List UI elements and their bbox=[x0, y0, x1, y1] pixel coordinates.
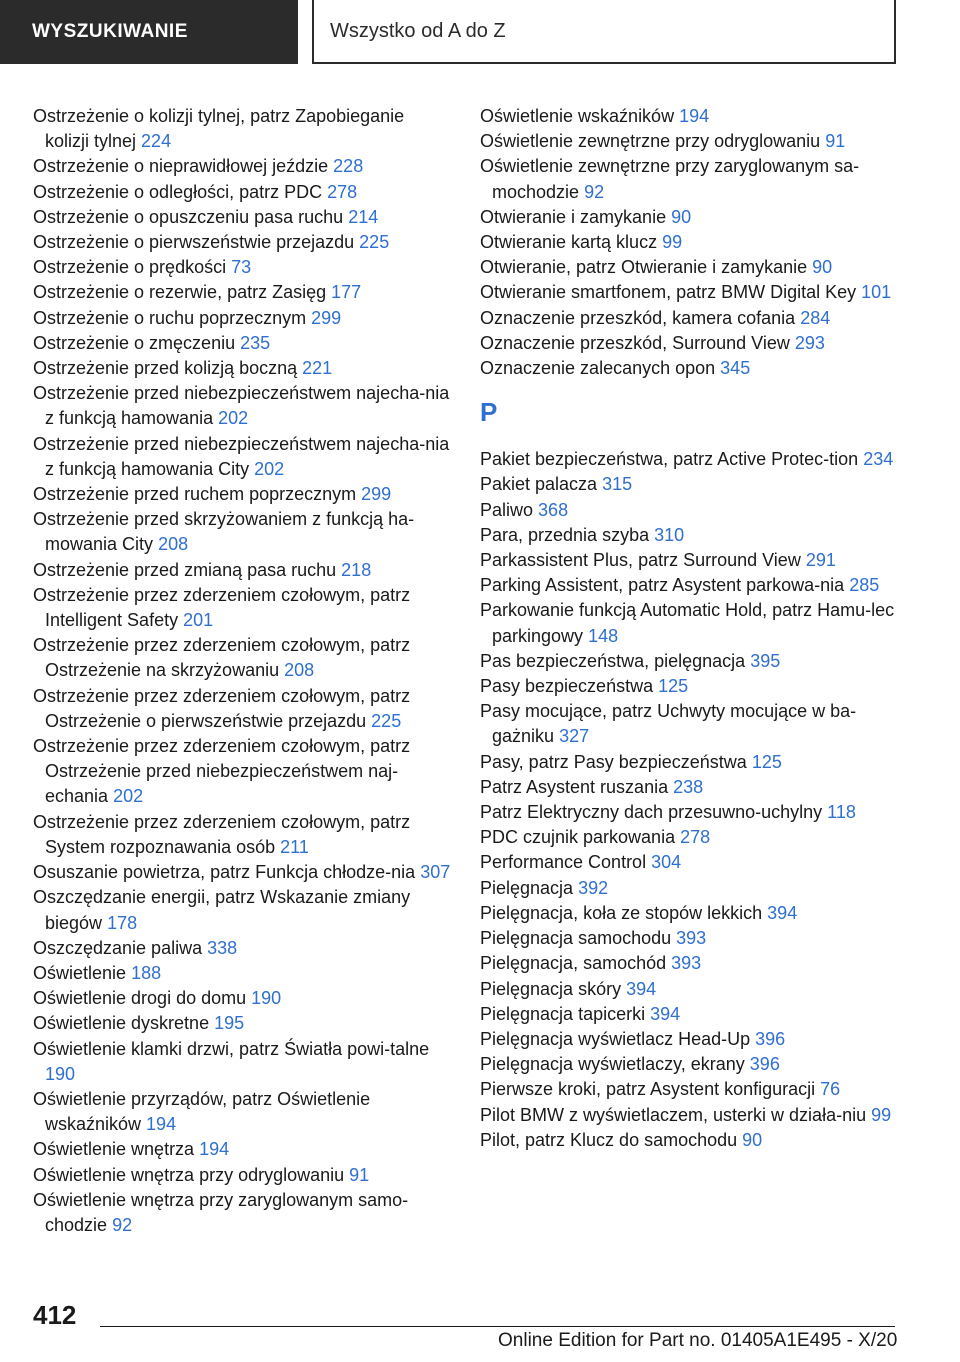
footer-divider bbox=[100, 1326, 895, 1327]
entry-page-link[interactable]: 225 bbox=[371, 710, 402, 731]
entry-term: Osuszanie powietrza, patrz Funkcja chłodze-nia bbox=[33, 862, 416, 883]
entry-term: Ostrzeżenie o opuszczeniu pasa ruchu bbox=[33, 206, 344, 227]
index-group-p bbox=[480, 447, 900, 1153]
entry-term: Pasy, patrz Pasy bezpieczeństwa bbox=[480, 751, 747, 772]
entry-page-link[interactable]: 208 bbox=[284, 660, 315, 681]
entry-term: Parkowanie funkcją Automatic Hold, patrz Hamu-lec parkingowy bbox=[480, 600, 895, 646]
entry-page-link[interactable]: 393 bbox=[676, 928, 707, 949]
index-entry bbox=[33, 432, 453, 482]
entry-page-link[interactable]: 304 bbox=[651, 852, 682, 873]
entry-page-link[interactable]: 218 bbox=[341, 559, 372, 580]
entry-page-link[interactable]: 90 bbox=[812, 257, 833, 278]
index-entry bbox=[480, 573, 900, 598]
index-entry bbox=[33, 1087, 453, 1137]
index-entry bbox=[480, 306, 900, 331]
index-entry bbox=[480, 699, 900, 749]
entry-page-link[interactable]: 148 bbox=[588, 625, 619, 646]
entry-page-link[interactable]: 396 bbox=[755, 1028, 786, 1049]
index-column-right bbox=[480, 104, 900, 1153]
entry-page-link[interactable]: 211 bbox=[280, 836, 309, 857]
entry-page-link[interactable]: 125 bbox=[658, 676, 689, 697]
entry-term: Oświetlenie klamki drzwi, patrz Światła powi-talne bbox=[33, 1038, 430, 1059]
entry-term: Oświetlenie wnętrza przy zaryglowanym samo-chodzie bbox=[33, 1189, 409, 1235]
index-entry bbox=[480, 775, 900, 800]
entry-page-link[interactable]: 177 bbox=[331, 282, 362, 303]
entry-term: Otwieranie kartą klucz bbox=[480, 232, 658, 253]
chapter-tab bbox=[312, 0, 896, 64]
entry-page-link[interactable]: 194 bbox=[679, 106, 710, 126]
entry-term: Oświetlenie przyrządów, patrz Oświetlenie wskaźników bbox=[33, 1088, 371, 1135]
entry-page-link[interactable]: 315 bbox=[602, 474, 633, 495]
entry-term: Oznaczenie przeszkód, Surround View bbox=[480, 332, 790, 353]
section-title: WYSZUKIWANIE bbox=[32, 21, 188, 42]
index-entry bbox=[480, 255, 900, 280]
index-entry bbox=[480, 447, 900, 472]
index-entry bbox=[480, 649, 900, 674]
index-group-o bbox=[480, 104, 900, 381]
entry-term: Oznaczenie przeszkód, kamera cofania bbox=[480, 307, 796, 328]
entry-page-link[interactable]: 394 bbox=[767, 902, 798, 923]
index-entry bbox=[480, 523, 900, 548]
entry-page-link[interactable]: 392 bbox=[578, 877, 609, 898]
index-entry bbox=[33, 104, 453, 154]
entry-term: Patrz Elektryczny dach przesuwno-uchylny bbox=[480, 802, 823, 823]
entry-page-link[interactable]: 91 bbox=[825, 131, 846, 152]
entry-page-link[interactable]: 394 bbox=[626, 978, 657, 999]
section-letter: P bbox=[480, 397, 498, 428]
index-entry bbox=[480, 498, 900, 523]
entry-page-link[interactable]: 90 bbox=[742, 1129, 763, 1150]
chapter-title: Wszystko od A do Z bbox=[330, 19, 506, 42]
entry-page-link[interactable]: 234 bbox=[863, 449, 894, 470]
edition-note: Online Edition for Part no. 01405A1E495 - X/20 bbox=[498, 1330, 898, 1351]
index-entry bbox=[33, 684, 453, 734]
entry-page-link[interactable]: 394 bbox=[650, 1003, 681, 1024]
index-entry bbox=[480, 825, 900, 850]
entry-term: Pielęgnacja, koła ze stopów lekkich bbox=[480, 902, 763, 923]
entry-term: Pilot, patrz Klucz do samochodu bbox=[480, 1129, 738, 1150]
index-entry bbox=[480, 926, 900, 951]
entry-term: Parking Assistent, patrz Asystent parkowa-nia bbox=[480, 575, 845, 596]
entry-term: Ostrzeżenie przed skrzyżowaniem z funkcją ha-mowania City bbox=[33, 509, 415, 555]
entry-page-link[interactable]: 178 bbox=[107, 912, 138, 933]
entry-term: Oświetlenie dyskretne bbox=[33, 1013, 210, 1034]
entry-page-link[interactable]: 190 bbox=[45, 1063, 76, 1084]
entry-page-link[interactable]: 238 bbox=[673, 776, 704, 797]
entry-term: Ostrzeżenie przez zderzeniem czołowym, patrz Intelligent Safety bbox=[33, 584, 411, 631]
entry-term: Pielęgnacja wyświetlacz Head-Up bbox=[480, 1028, 751, 1049]
entry-term: Ostrzeżenie przez zderzeniem czołowym, patrz System rozpoznawania osób bbox=[33, 811, 411, 857]
entry-term: Ostrzeżenie przed niebezpieczeństwem najecha-nia z funkcją hamowania bbox=[33, 383, 450, 429]
entry-term: Oświetlenie wskaźników bbox=[480, 106, 675, 126]
entry-term: Pierwsze kroki, patrz Asystent konfiguracji bbox=[480, 1079, 816, 1100]
entry-page-link[interactable]: 291 bbox=[805, 550, 836, 571]
entry-page-link[interactable]: 73 bbox=[231, 257, 252, 278]
index-entry bbox=[480, 154, 900, 204]
entry-term: Ostrzeżenie o odległości, patrz PDC bbox=[33, 181, 323, 202]
entry-page-link[interactable]: 327 bbox=[559, 726, 590, 747]
index-entry bbox=[33, 1037, 453, 1087]
index-entry bbox=[33, 936, 453, 961]
index-column-left bbox=[33, 104, 453, 1238]
entry-page-link[interactable]: 393 bbox=[671, 953, 702, 974]
entry-term: Pakiet palacza bbox=[480, 474, 598, 495]
page-number: 412 bbox=[33, 1300, 77, 1330]
entry-term: Pielęgnacja bbox=[480, 877, 574, 898]
entry-page-link[interactable]: 194 bbox=[146, 1114, 177, 1135]
entry-page-link[interactable]: 202 bbox=[218, 408, 249, 429]
index-entry bbox=[480, 1002, 900, 1027]
entry-term: Oświetlenie wnętrza bbox=[33, 1139, 195, 1160]
entry-term: Pielęgnacja tapicerki bbox=[480, 1003, 646, 1024]
entry-term: Pielęgnacja, samochód bbox=[480, 953, 667, 974]
entry-page-link[interactable]: 201 bbox=[183, 610, 214, 631]
entry-page-link[interactable]: 195 bbox=[214, 1013, 245, 1034]
entry-term: Oświetlenie drogi do domu bbox=[33, 988, 247, 1009]
entry-page-link[interactable]: 235 bbox=[240, 332, 271, 353]
entry-page-link[interactable]: 92 bbox=[112, 1214, 133, 1235]
index-entry bbox=[33, 306, 453, 331]
entry-term: Ostrzeżenie o kolizji tylnej, patrz Zapobieganie kolizji tylnej bbox=[33, 106, 405, 152]
entry-term: Ostrzeżenie o ruchu poprzecznym bbox=[33, 307, 307, 328]
entry-term: Ostrzeżenie przez zderzeniem czołowym, patrz Ostrzeżenie przed niebezpieczeństwem naj-echania bbox=[33, 736, 411, 807]
entry-page-link[interactable]: 396 bbox=[749, 1054, 780, 1075]
entry-page-link[interactable]: 338 bbox=[207, 937, 238, 958]
entry-page-link[interactable]: 92 bbox=[584, 181, 605, 202]
index-entry bbox=[33, 280, 453, 305]
index-entry bbox=[480, 356, 900, 381]
entry-term: Oświetlenie zewnętrzne przy zaryglowanym sa-mochodzie bbox=[480, 156, 860, 202]
entry-term: Otwieranie i zamykanie bbox=[480, 206, 667, 227]
entry-term: Ostrzeżenie przez zderzeniem czołowym, patrz Ostrzeżenie o pierwszeństwie przejazdu bbox=[33, 685, 411, 731]
entry-term: Otwieranie, patrz Otwieranie i zamykanie bbox=[480, 257, 808, 278]
entry-page-link[interactable]: 299 bbox=[311, 307, 342, 328]
entry-term: Oznaczenie zalecanych opon bbox=[480, 358, 716, 379]
index-entry bbox=[33, 1163, 453, 1188]
entry-page-link[interactable]: 208 bbox=[158, 534, 189, 555]
entry-page-link[interactable]: 101 bbox=[861, 282, 892, 303]
index-entry bbox=[33, 230, 453, 255]
index-entry bbox=[480, 472, 900, 497]
index-entry bbox=[480, 876, 900, 901]
entry-page-link[interactable]: 285 bbox=[849, 575, 880, 596]
index-entry bbox=[480, 674, 900, 699]
entry-term: Otwieranie smartfonem, patrz BMW Digital Key bbox=[480, 282, 857, 303]
index-entry bbox=[33, 558, 453, 583]
index-entry bbox=[33, 810, 453, 860]
index-entry bbox=[33, 482, 453, 507]
entry-page-link[interactable]: 228 bbox=[333, 156, 364, 177]
entry-page-link[interactable]: 202 bbox=[113, 786, 144, 807]
entry-page-link[interactable]: 368 bbox=[538, 499, 569, 520]
entry-term: Ostrzeżenie o rezerwie, patrz Zasięg bbox=[33, 282, 327, 303]
entry-page-link[interactable]: 125 bbox=[751, 751, 782, 772]
entry-term: Performance Control bbox=[480, 852, 647, 873]
entry-page-link[interactable]: 293 bbox=[794, 332, 825, 353]
index-entry bbox=[480, 1077, 900, 1102]
entry-page-link[interactable]: 99 bbox=[871, 1104, 892, 1125]
index-entry bbox=[33, 180, 453, 205]
entry-page-link[interactable]: 345 bbox=[720, 358, 751, 379]
entry-term: Ostrzeżenie przez zderzeniem czołowym, patrz Ostrzeżenie na skrzyżowaniu bbox=[33, 635, 411, 681]
index-entry bbox=[480, 104, 900, 129]
index-entry bbox=[33, 633, 453, 683]
index-entry bbox=[480, 1052, 900, 1077]
entry-term: Ostrzeżenie o pierwszeństwie przejazdu bbox=[33, 232, 355, 253]
entry-term: PDC czujnik parkowania bbox=[480, 827, 676, 848]
index-entry bbox=[480, 850, 900, 875]
entry-term: Oświetlenie bbox=[33, 962, 127, 983]
section-tab bbox=[0, 0, 298, 64]
index-entry bbox=[33, 986, 453, 1011]
entry-page-link[interactable]: 307 bbox=[420, 862, 451, 883]
entry-term: Pakiet bezpieczeństwa, patrz Active Protec-tion bbox=[480, 449, 859, 470]
index-entry bbox=[33, 885, 453, 935]
entry-page-link[interactable]: 90 bbox=[671, 206, 692, 227]
entry-page-link[interactable]: 299 bbox=[361, 484, 392, 505]
entry-page-link[interactable]: 214 bbox=[348, 206, 379, 227]
entry-term: Oszczędzanie energii, patrz Wskazanie zmiany biegów bbox=[33, 887, 411, 933]
index-entry bbox=[480, 1027, 900, 1052]
entry-page-link[interactable]: 188 bbox=[131, 962, 162, 983]
entry-term: Pas bezpieczeństwa, pielęgnacja bbox=[480, 650, 746, 671]
entry-page-link[interactable]: 310 bbox=[654, 524, 685, 545]
index-entry bbox=[33, 331, 453, 356]
entry-page-link[interactable]: 221 bbox=[302, 358, 333, 379]
index-entry bbox=[480, 800, 900, 825]
entry-term: Paliwo bbox=[480, 499, 534, 520]
entry-term: Pasy mocujące, patrz Uchwyty mocujące w ba-gażniku bbox=[480, 701, 857, 747]
index-entry bbox=[33, 507, 453, 557]
index-entry bbox=[480, 1103, 900, 1128]
index-entry bbox=[480, 230, 900, 255]
entry-page-link[interactable]: 118 bbox=[827, 802, 856, 823]
entry-page-link[interactable]: 224 bbox=[141, 131, 172, 152]
entry-term: Ostrzeżenie przed ruchem poprzecznym bbox=[33, 484, 357, 505]
index-entry bbox=[480, 548, 900, 573]
entry-page-link[interactable]: 91 bbox=[349, 1164, 370, 1185]
entry-term: Patrz Asystent ruszania bbox=[480, 776, 669, 797]
index-entry bbox=[480, 598, 900, 648]
entry-term: Pasy bezpieczeństwa bbox=[480, 676, 654, 697]
entry-term: Ostrzeżenie o zmęczeniu bbox=[33, 332, 236, 353]
entry-page-link[interactable]: 99 bbox=[662, 232, 683, 253]
index-entry bbox=[480, 205, 900, 230]
index-entry bbox=[33, 1137, 453, 1162]
entry-term: Oświetlenie wnętrza przy odryglowaniu bbox=[33, 1164, 345, 1185]
entry-term: Ostrzeżenie o prędkości bbox=[33, 257, 227, 278]
entry-page-link[interactable]: 76 bbox=[820, 1079, 841, 1100]
index-entry bbox=[480, 1128, 900, 1153]
entry-term: Ostrzeżenie o nieprawidłowej jeździe bbox=[33, 156, 329, 177]
entry-term: Oszczędzanie paliwa bbox=[33, 937, 203, 958]
entry-term: Para, przednia szyba bbox=[480, 524, 650, 545]
index-entry bbox=[480, 901, 900, 926]
entry-term: Oświetlenie zewnętrzne przy odryglowaniu bbox=[480, 131, 821, 152]
entry-term: Ostrzeżenie przed zmianą pasa ruchu bbox=[33, 559, 337, 580]
entry-page-link[interactable]: 194 bbox=[199, 1139, 230, 1160]
entry-term: Pielęgnacja samochodu bbox=[480, 928, 672, 949]
index-entry bbox=[33, 583, 453, 633]
entry-term: Ostrzeżenie przed niebezpieczeństwem najecha-nia z funkcją hamowania City bbox=[33, 433, 450, 479]
entry-page-link[interactable]: 284 bbox=[800, 307, 831, 328]
index-entry bbox=[33, 205, 453, 230]
entry-page-link[interactable]: 278 bbox=[327, 181, 358, 202]
entry-term: Parkassistent Plus, patrz Surround View bbox=[480, 550, 801, 571]
index-entry bbox=[33, 356, 453, 381]
entry-page-link[interactable]: 225 bbox=[359, 232, 390, 253]
entry-page-link[interactable]: 395 bbox=[750, 650, 781, 671]
entry-term: Ostrzeżenie przed kolizją boczną bbox=[33, 358, 298, 379]
page-header bbox=[0, 0, 960, 66]
index-entry bbox=[33, 1011, 453, 1036]
index-entry bbox=[33, 381, 453, 431]
index-entry bbox=[33, 961, 453, 986]
index-entry bbox=[480, 951, 900, 976]
index-entry bbox=[480, 750, 900, 775]
entry-term: Pielęgnacja wyświetlaczy, ekrany bbox=[480, 1054, 745, 1075]
index-entry bbox=[33, 1188, 453, 1238]
index-entry bbox=[480, 280, 900, 305]
index-entry bbox=[33, 734, 453, 810]
entry-term: Pilot BMW z wyświetlaczem, usterki w działa-niu bbox=[480, 1104, 867, 1125]
entry-page-link[interactable]: 202 bbox=[254, 458, 285, 479]
index-entry bbox=[480, 331, 900, 356]
index-entry bbox=[480, 129, 900, 154]
entry-page-link[interactable]: 190 bbox=[251, 988, 282, 1009]
index-entry bbox=[33, 860, 453, 885]
index-entry bbox=[480, 977, 900, 1002]
entry-page-link[interactable]: 278 bbox=[680, 827, 711, 848]
index-entry bbox=[33, 255, 453, 280]
index-entry bbox=[33, 154, 453, 179]
entry-term: Pielęgnacja skóry bbox=[480, 978, 622, 999]
